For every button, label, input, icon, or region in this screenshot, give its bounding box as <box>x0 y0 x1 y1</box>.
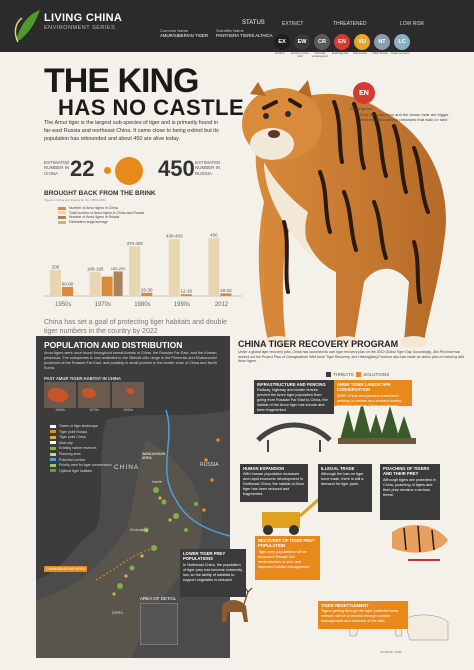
solution-tiger-resettlement: TIGER RESETTLEMENT Tigers getting through the tiger protected area network will be protected through corridor management and recovery of the wild. <box>318 601 408 629</box>
threat-infrastructure: INFRASTRUCTURE AND FENCING Railway, highway and border fences prevent the Amur tiger population from going from Russian Far East to China, the habitat of the Amur tiger has shrunk and been fragmented. <box>254 380 334 414</box>
chart-caption: China has set a goal of protecting tiger habitats and double tiger numbers in the country by 2022 <box>44 319 227 336</box>
data-label-china: 18-22 <box>220 287 232 293</box>
status-ew-icon: EW <box>294 34 310 50</box>
recovery-title: CHINA TIGER RECOVERY PROGRAM <box>238 339 399 349</box>
recovery-legend: THREATS SOLUTIONS <box>326 372 389 377</box>
map-label-dprk: DPRK <box>112 610 124 615</box>
china-estimate-value: 22 <box>70 156 95 181</box>
page-title-line1: THE KING <box>44 62 199 100</box>
x-tick-label: 2012 <box>214 302 229 308</box>
map-key-item: Priority area for tiger conservation <box>50 463 112 469</box>
legend-item: Estimated range/average <box>58 220 144 225</box>
distribution-title: POPULATION AND DISTRIBUTION <box>44 340 183 350</box>
legend-item: Total number of Amur tigers in China and Russia <box>58 211 144 216</box>
data-label-russia: 180-200 <box>110 265 126 271</box>
status-lc-label: Least concern <box>390 51 410 55</box>
status-group-low-risk: LOW RISK <box>400 21 425 27</box>
status-ex-label: Extinct <box>275 51 285 55</box>
source-credit: SOURCE: WWF <box>380 650 402 654</box>
map-label-china: CHINA <box>114 464 140 471</box>
map-label-wandashan: WANDASHAN AREA <box>142 452 166 461</box>
legend-item: Number of Amur tigers in China <box>58 206 144 211</box>
brand-title: LIVING CHINA <box>44 12 123 24</box>
map-key-item: Tiger point Russia <box>50 430 112 436</box>
threat-poaching: POACHING OF TIGERS AND THEIR PREY Although tigers are protected in China, poaching of tigers and their prey remains a serious threat. <box>380 464 440 520</box>
status-ew-label: Extinct in the wild <box>291 51 309 59</box>
brink-chart-note: Tigers in China and Russia for the 1950s-2012 <box>44 198 106 202</box>
x-tick-label: 1980s <box>134 302 151 308</box>
russia-estimate-label: ESTIMATED NUMBER IN RUSSIA <box>195 160 221 176</box>
map-label-russia: RUSSIA <box>200 462 219 468</box>
distribution-text: Amur tigers were once found throughout boreal forests in China, the Russian Far East, and the Korean peninsula. The subspecies is now restricted to the Sikhote-Alin range in the Primorski and Khabarovski provinces of the Russian Far East, and possibly in small pockets in the border zone of China and North Korea. <box>44 351 217 371</box>
map-key-item: Tiger point China <box>50 435 112 441</box>
past-habitat-title: PAST AMUR TIGER HABITAT IN CHINA <box>44 376 122 381</box>
brand-subtitle: ENVIRONMENT SERIES <box>44 25 116 31</box>
map-key-item: Existing nature reserves <box>50 446 112 452</box>
recovery-text: Under a global tiger recovery plan, China has launched its own tiger recovery plan on the 2010 Global Tiger Day. Accordingly, Jilin Province has worked out the Project Plan of Changbaishan Wild Amur Tiger Recovery, and Heilongjiang Province also has made an action plan of restoring wild Amur tigers. <box>238 350 465 364</box>
status-en-icon: EN <box>334 34 350 50</box>
endangered-label: Endangered <box>350 106 372 111</box>
solution-landscape-conservation: AMUR TIGER LANDSCAPE CONSERVATION WWF-China and partners have been working to restore and connect habitat corridors between China and Russia. <box>334 380 412 406</box>
status-vu-label: Vulnerable <box>352 51 368 55</box>
map-label-mudanjiang: Mudanjiang <box>130 528 149 532</box>
past-map-1990s: 1990s <box>112 382 144 412</box>
status-group-extinct: EXTINCT <box>282 21 304 27</box>
x-tick-label: 1990s <box>173 302 191 308</box>
china-estimate-label: ESTIMATED NUMBER IN CHINA <box>44 160 70 176</box>
status-en-label: Endangered <box>331 51 349 55</box>
data-label-total: 200 <box>51 264 60 270</box>
common-name: Common Name AMUR/SIBERIAN TIGER <box>160 28 209 38</box>
data-label-total: 450 <box>210 232 218 238</box>
solution-prey-recovery: RECOVERY OF TIGER PREY POPULATION Tiger prey populations will be increased through the reintroduction of deer and improved habitat management. <box>255 536 320 580</box>
map-key-item: Main city <box>50 441 112 447</box>
map-key-item: Optimal tiger habitats <box>50 469 112 475</box>
status-vu-icon: VU <box>354 34 370 50</box>
page-title-line2: HAS NO CASTLE <box>58 95 245 120</box>
status-nt-icon: NT <box>374 34 390 50</box>
data-label-china: 20-30 <box>140 287 153 293</box>
data-label-china: 12-16 <box>180 288 193 294</box>
status-ex-icon: EX <box>274 34 290 50</box>
past-map-1950s: 1950s <box>44 382 76 412</box>
map-label-harbin: Harbin <box>152 480 163 484</box>
threat-illegal-trade: ILLEGAL TRADE Although the ban on tiger bone trade, there is still a demand for tiger parts. <box>318 464 372 512</box>
brink-chart-title: BROUGHT BACK FROM THE BRINK <box>44 190 156 197</box>
status-lc-icon: LC <box>394 34 410 50</box>
status-group-threatened: THREATENED <box>333 21 367 27</box>
endangered-note: Only the polar bear and the brown bear are bigger than the Amur among predators that walk on land <box>360 112 449 123</box>
data-label-total: 180-190 <box>86 266 104 272</box>
map-key-item: Potential corridor <box>50 458 112 464</box>
endangered-badge: EN <box>353 82 375 104</box>
russia-estimate-value: 450 <box>158 156 195 181</box>
status-cr-label: Critically endangered <box>311 51 328 59</box>
area-of-detail-title: AREA OF DETAIL <box>140 596 177 601</box>
data-label-total: 370-400 <box>126 240 143 246</box>
map-key-item: Planning area <box>50 452 112 458</box>
scientific-name: Scientific Name PANTHERA TIGRIS ALTAICA <box>216 28 273 38</box>
data-label-total: 430-450 <box>166 233 183 239</box>
threat-lower-prey: LOWER TIGER PREY POPULATIONS In Northeast China, the population of tiger prey has become extremely low, so the ability of habitats to support ungulates is reduced. <box>180 549 246 597</box>
x-tick-label: 1970s <box>94 302 111 308</box>
map-label-changbaishan: CHANGBAISHAN AREA <box>46 567 86 571</box>
data-label-china: 60-80 <box>61 281 74 287</box>
legend-item: Number of Amur tigers in Russia <box>58 215 144 220</box>
threat-human-expansion: HUMAN EXPANSION With human population increases and rapid economic development in Northeast China, the habitat of Amur tiger has been reduced and fragmented. <box>240 464 308 502</box>
map-key-item: Towns or tiger landscape <box>50 424 112 430</box>
x-tick-label: 1950s <box>55 302 72 308</box>
status-nt-label: Near threat <box>372 51 388 55</box>
intro-text: The Amur tiger is the largest sub-species of tiger and is primarily found in far-east Russia and northeast China. It came close to being extinct but its population has rebounded and about 450 are alive today. <box>44 120 219 142</box>
status-cr-icon: CR <box>314 34 330 50</box>
status-label: STATUS <box>242 20 265 26</box>
past-map-1970s: 1970s <box>78 382 110 412</box>
